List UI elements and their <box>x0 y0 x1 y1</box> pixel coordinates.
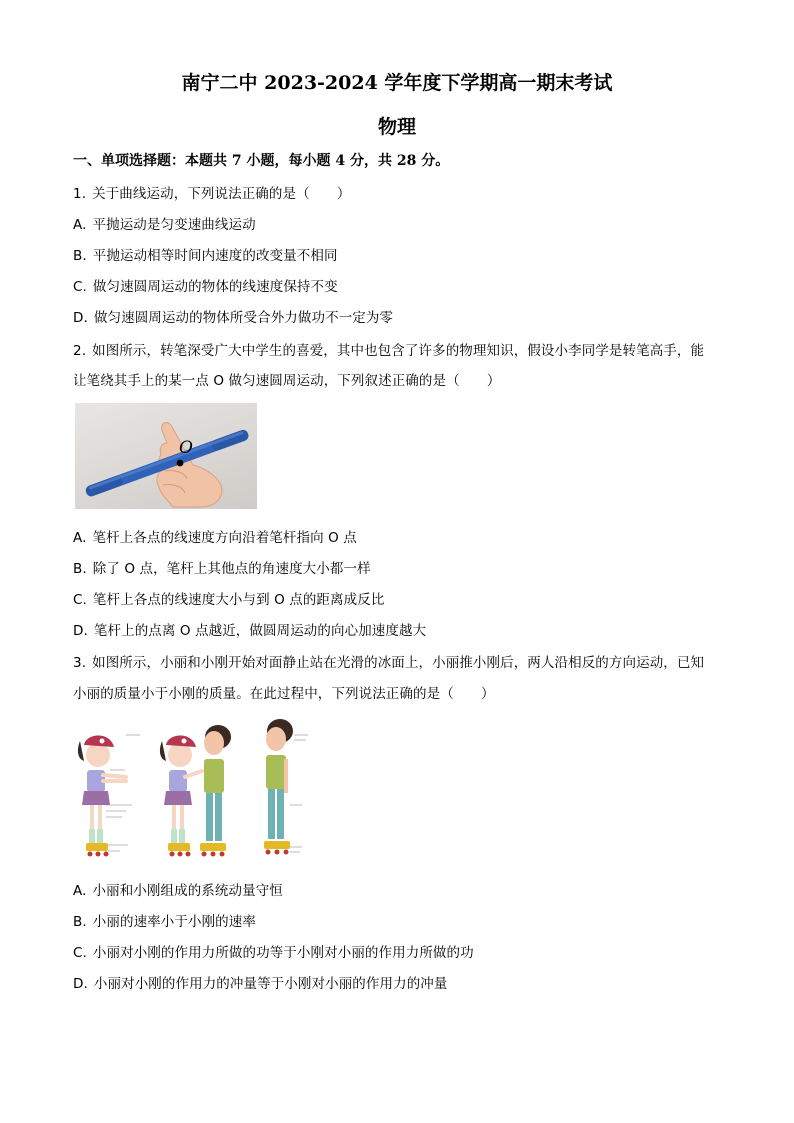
q1-option-b <box>73 244 338 264</box>
option-text: 小丽对小刚的作用力的冲量等于小刚对小丽的作用力的冲量 <box>93 976 448 992</box>
option-text: 平抛运动是匀变速曲线运动 <box>92 217 256 233</box>
hand-with-pen-illustration <box>75 403 257 509</box>
option-label: A. <box>73 530 87 546</box>
q3-option-d <box>73 972 448 992</box>
question-1-stem <box>73 182 351 202</box>
svg-text:O: O <box>179 438 193 458</box>
option-text: 小丽的速率小于小刚的速率 <box>92 914 256 930</box>
option-label: C. <box>73 279 87 295</box>
question-text: 如图所示，小丽和小刚开始对面静止站在光滑的冰面上，小丽推小刚后，两人沿相反的方向运动，已知 <box>92 655 705 671</box>
q3-option-a <box>73 879 283 899</box>
boy-figure-2 <box>264 719 293 855</box>
option-label: A. <box>73 883 87 899</box>
option-label: A. <box>73 217 87 233</box>
skaters-illustration <box>70 715 310 865</box>
q2-option-c <box>73 588 384 608</box>
exam-subject: 物理 <box>377 116 416 138</box>
option-label: D. <box>73 310 88 326</box>
option-label: C. <box>73 592 87 608</box>
q2-option-d <box>73 619 426 639</box>
girl-figure-2 <box>160 736 202 857</box>
option-label: D. <box>73 976 88 992</box>
option-label: B. <box>73 914 87 930</box>
q3-option-b <box>73 910 256 930</box>
q2-option-a <box>73 526 357 546</box>
question-3-stem-line-2: 小丽的质量小于小刚的质量。在此过程中，下列说法正确的是（ ） <box>73 686 495 702</box>
option-text: 笔杆上的点离 O 点越近，做圆周运动的向心加速度越大 <box>93 623 427 639</box>
question-3-stem-line-1 <box>73 651 704 671</box>
q1-option-c <box>73 275 338 295</box>
question-number: 3. <box>73 655 87 671</box>
option-label: C. <box>73 945 87 961</box>
question-number: 2. <box>73 343 87 359</box>
question-text: 关于曲线运动，下列说法正确的是（ ） <box>92 186 351 202</box>
q3-option-c <box>73 941 474 961</box>
option-label: B. <box>73 561 87 577</box>
option-label: D. <box>73 623 88 639</box>
option-text: 除了 O 点，笔杆上其他点的角速度大小都一样 <box>92 561 371 577</box>
exam-title: 南宁二中 2023-2024 学年度下学期高一期末考试 <box>181 72 613 94</box>
option-text: 小丽对小刚的作用力所做的功等于小刚对小丽的作用力所做的功 <box>92 945 474 961</box>
option-label: B. <box>73 248 87 264</box>
option-text: 笔杆上各点的线速度大小与到 O 点的距离成反比 <box>92 592 385 608</box>
pen-spinning-figure <box>75 403 257 509</box>
question-number: 1. <box>73 186 87 202</box>
section-heading: 一、单项选择题：本题共 7 小题，每小题 4 分，共 28 分。 <box>73 153 450 169</box>
q2-option-b <box>73 557 371 577</box>
option-text: 小丽和小刚组成的系统动量守恒 <box>92 883 283 899</box>
q1-option-a <box>73 213 256 233</box>
q1-option-d <box>73 306 393 326</box>
option-text: 做匀速圆周运动的物体的线速度保持不变 <box>92 279 338 295</box>
option-text: 笔杆上各点的线速度方向沿着笔杆指向 O 点 <box>92 530 357 546</box>
skating-figure <box>70 715 310 865</box>
question-2-stem-line-2: 让笔绕其手上的某一点 O 做匀速圆周运动，下列叙述正确的是（ ） <box>73 373 501 389</box>
boy-figure-1 <box>200 725 231 857</box>
girl-figure-1 <box>78 736 126 857</box>
point-o-marker <box>177 460 184 467</box>
option-text: 平抛运动相等时间内速度的改变量不相同 <box>92 248 338 264</box>
question-2-stem-line-1 <box>73 339 704 359</box>
option-text: 做匀速圆周运动的物体所受合外力做功不一定为零 <box>93 310 394 326</box>
question-text: 如图所示，转笔深受广大中学生的喜爱，其中也包含了许多的物理知识，假设小李同学是转笔高手，能 <box>92 343 705 359</box>
